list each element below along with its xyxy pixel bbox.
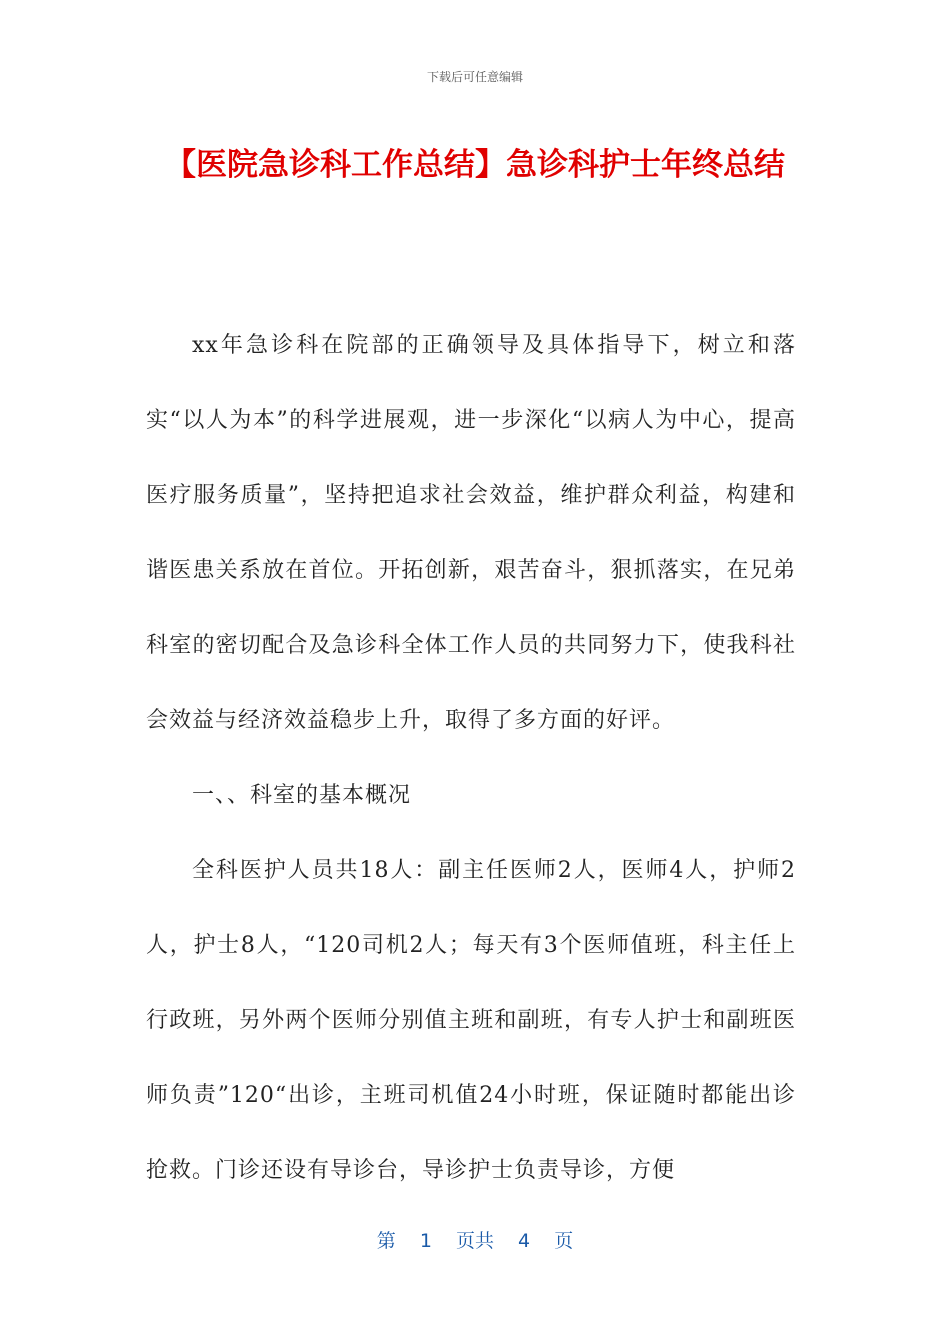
section-heading: 一、、科室的基本概况: [192, 783, 412, 808]
staff-paragraph: 全科医护人员共18人：副主任医师2人，医师4人，护师2人，护士8人，“120司机2人；每天有3个医师值班，科主任上行政班，另外两个医师分别值主班和副班，有专人护士和副班医师负责”120“出诊，主班司机值24小时班，保证随时都能出诊抢救。门诊还设有导诊台，导诊护士负责导诊，方便: [146, 858, 796, 1183]
document-body: [146, 308, 796, 1208]
document-title: 【医院急诊科工作总结】急诊科护士年终总结: [165, 147, 785, 183]
total-pages-number: 4: [518, 1230, 531, 1252]
page-footer: [0, 1226, 950, 1253]
intro-paragraph: xx年急诊科在院部的正确领导及具体指导下，树立和落实“以人为本”的科学进展观，进一步深化“以病人为中心，提高医疗服务质量”，坚持把追求社会效益，维护群众利益，构建和谐医患关系放在首位。开拓创新，艰苦奋斗，狠抓落实，在兄弟科室的密切配合及急诊科全体工作人员的共同努力下，使我科社会效益与经济效益稳步上升，取得了多方面的好评。: [146, 333, 796, 733]
header-note: 下载后可任意编辑: [426, 70, 523, 84]
page-mid: 页共: [455, 1230, 494, 1252]
page-prefix: 第: [376, 1230, 396, 1252]
current-page-number: 1: [419, 1230, 432, 1252]
page-suffix: 页: [554, 1230, 574, 1252]
